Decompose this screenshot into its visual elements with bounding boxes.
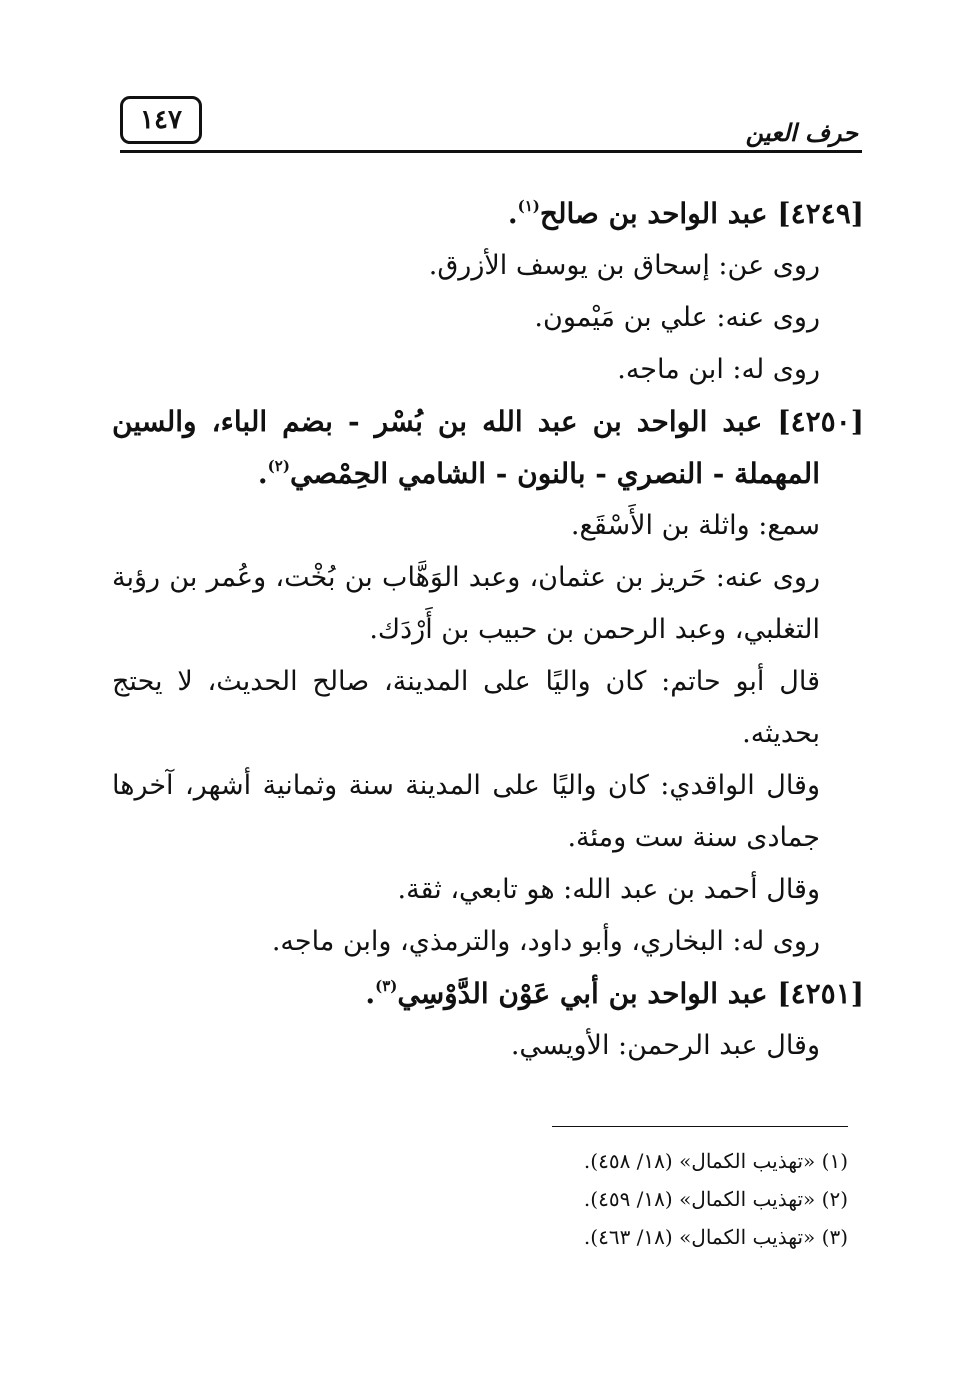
footnote-ref-1: (١) xyxy=(517,197,540,215)
entry-4250-line-5: وقال أحمد بن عبد الله: هو تابعي، ثقة. xyxy=(397,874,820,905)
entry-4249-line-3: روى له: ابن ماجه. xyxy=(617,354,820,385)
entry-4250-title: [٤٢٥٠] عبد الواحد بن عبد الله بن بُسْر - بضم الباء، والسين المهملة - النصري - بالنون - الشامي الحِمْصي$^{(٢)}$. xyxy=(112,405,864,490)
page-number-box xyxy=(120,96,202,144)
entry-4249-title: [٤٢٤٩] عبد الواحد بن صالح$^{(١)}$. xyxy=(507,197,864,230)
footnote-rule xyxy=(552,1126,848,1127)
entry-4250-line-3: قال أبو حاتم: كان واليًا على المدينة، صالح الحديث، لا يحتج بحديثه. xyxy=(112,666,820,749)
entry-4250-line-6: روى له: البخاري، وأبو داود، والترمذي، وابن ماجه. xyxy=(271,926,820,957)
header-rule xyxy=(120,150,862,153)
entry-4250-line-1: سمع: واثلة بن الأَسْقَع. xyxy=(570,510,820,541)
main-text xyxy=(112,188,864,1072)
footnote-ref-3: (٣) xyxy=(375,977,398,995)
footnote-2: (٢) «تهذيب الكمال» (١٨/ ٤٥٩). xyxy=(583,1187,848,1211)
entry-4249-line-2: روى عنه: علي بن مَيْمون. xyxy=(534,302,820,333)
footnote-3: (٣) «تهذيب الكمال» (١٨/ ٤٦٣). xyxy=(583,1225,848,1249)
entry-4250-line-4: وقال الواقدي: كان واليًا على المدينة سنة وثمانية أشهر، آخرها جمادى سنة ست ومئة. xyxy=(112,770,820,853)
footnotes xyxy=(300,1142,848,1256)
footnote-1: (١) «تهذيب الكمال» (١٨/ ٤٥٨). xyxy=(583,1149,848,1173)
entry-4251-line-1: وقال عبد الرحمن: الأويسي. xyxy=(510,1030,820,1061)
entry-4250-line-2: روى عنه: حَريز بن عثمان، وعبد الوَهَّاب بن بُخْت، وعُمر بن رؤبة التغلبي، وعبد الرحمن بن حبيب بن أَرْدَك. xyxy=(112,562,820,645)
entry-4251-title: [٤٢٥١] عبد الواحد بن أبي عَوْن الدَّوْسِي$^{(٣)}$. xyxy=(365,977,864,1010)
page-number: ١٤٧ xyxy=(140,105,182,135)
footnote-ref-2: (٢) xyxy=(267,457,290,475)
running-head: حرف العين xyxy=(745,118,858,147)
entry-4249-line-1: روى عن: إسحاق بن يوسف الأزرق. xyxy=(428,250,820,281)
